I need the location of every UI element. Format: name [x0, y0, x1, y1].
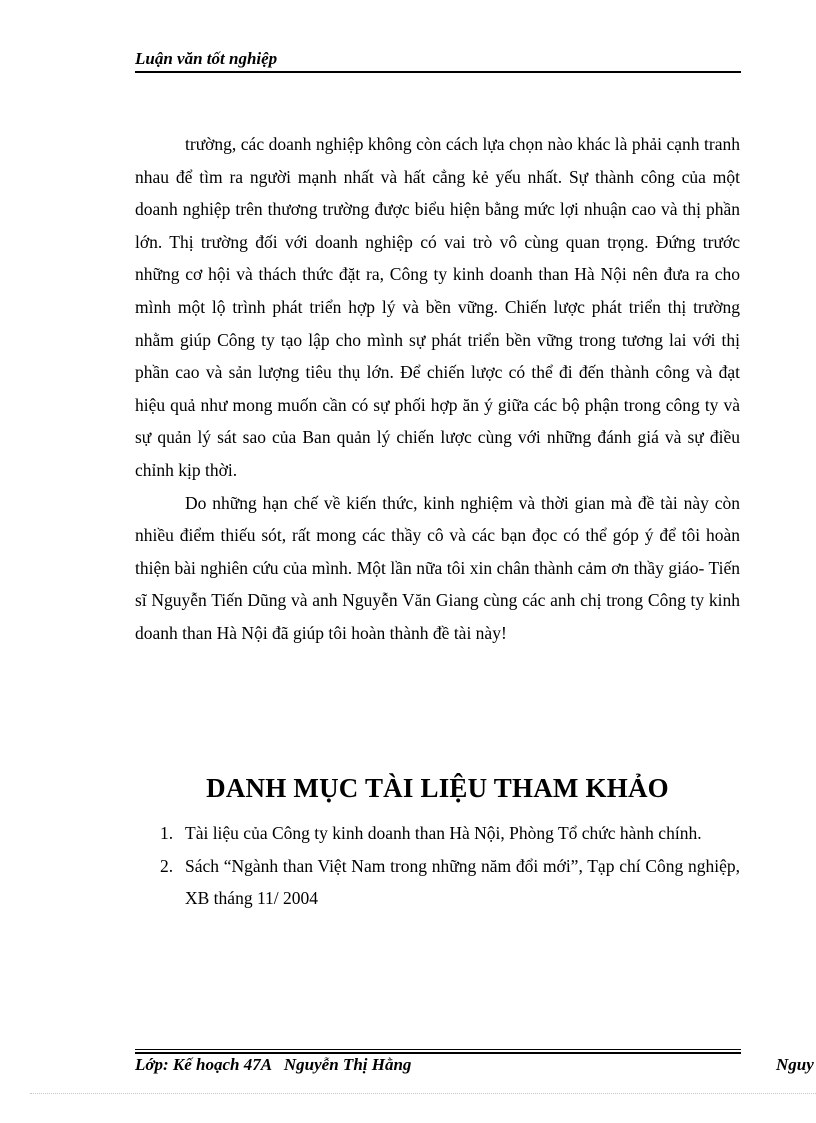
body-paragraph-2: Do những hạn chế về kiến thức, kinh nghiệm và thời gian mà đề tài này còn nhiều điểm thiếu sót, rất mong các thầy cô và các bạn đọc có thể góp ý để tôi hoàn thiện bài nghiên cứu của mình. Một lần nữa tôi xin chân thành cảm ơn thầy giáo- Tiến sĩ Nguyễn Tiến Dũng và anh Nguyễn Văn Giang cùng các anh chị trong Công ty kinh doanh than Hà Nội đã giúp tôi hoàn thành đề tài này!	[135, 492, 740, 643]
reference-number: 2.	[160, 855, 174, 876]
page-header-title: Luận văn tốt nghiệp	[135, 49, 278, 68]
footer-cut-text: Nguy	[776, 1055, 814, 1074]
body-text	[135, 128, 740, 650]
reference-item-2	[135, 850, 740, 915]
references-list	[135, 817, 740, 915]
reference-number: 1.	[160, 823, 174, 843]
header-rule	[135, 71, 741, 73]
reference-item-1	[135, 817, 740, 850]
references-title: DANH MỤC TÀI LIỆU THAM KHẢO	[206, 773, 669, 803]
footer-rule-thin	[135, 1049, 741, 1050]
page-bottom-dotted-edge	[30, 1093, 816, 1094]
reference-text: Sách “Ngành than Việt Nam trong những năm đổi mới”, Tạp chí Công nghiệp, XB tháng 11/ 2004	[185, 855, 740, 909]
footer-author: Lớp: Kế hoạch 47A Nguyễn Thị Hằng	[135, 1055, 412, 1074]
reference-text: Tài liệu của Công ty kinh doanh than Hà Nội, Phòng Tổ chức hành chính.	[185, 823, 702, 843]
body-paragraph-1: trường, các doanh nghiệp không còn cách lựa chọn nào khác là phải cạnh tranh nhau để tìm ra người mạnh nhất và hất cẳng kẻ yếu nhất. Sự thành công của một doanh nghiệp trên thương trường được biểu hiện bằng mức lợi nhuận cao và thị phần lớn. Thị trường đối với doanh nghiệp có vai trò vô cùng quan trọng. Đứng trước những cơ hội và thách thức đặt ra, Công ty kinh doanh than Hà Nội nên đưa ra cho mình một lộ trình phát triển hợp lý và bền vững. Chiến lược phát triển thị trường nhằm giúp Công ty tạo lập cho mình sự phát triển bền vững trong tương lai với thị phần cao và sản lượng tiêu thụ lớn. Để chiến lược có thể đi đến thành công và đạt hiệu quả như mong muốn cần có sự phối hợp ăn ý giữa các bộ phận trong công ty và sự quản lý sát sao của Ban quản lý chiến lược cùng với những đánh giá và sự điều chỉnh kịp thời.	[135, 134, 740, 480]
footer-rule-thick	[135, 1052, 741, 1054]
